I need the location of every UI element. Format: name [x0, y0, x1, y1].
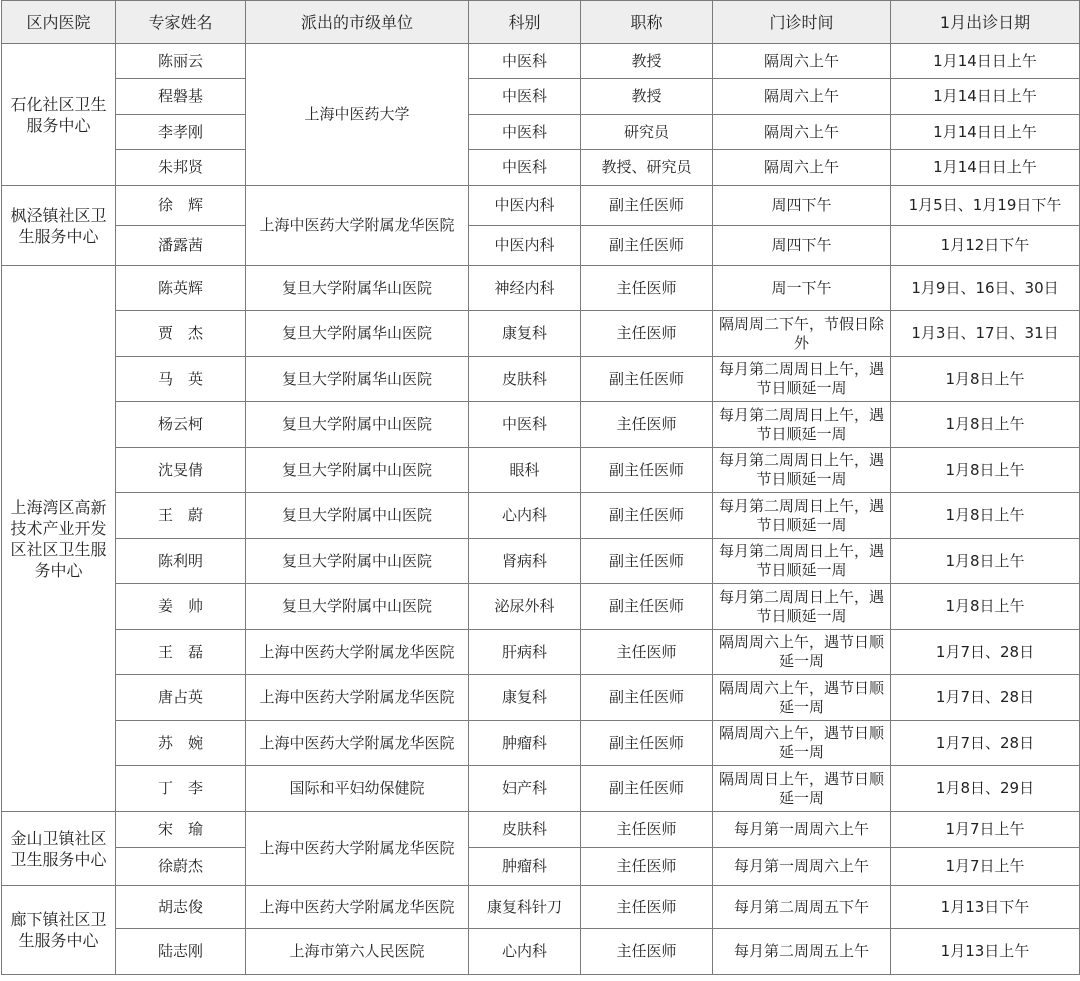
department-cell: 康复科针刀: [469, 886, 581, 929]
title-cell: 副主任医师: [581, 539, 713, 584]
clinic-time-cell: 隔周周六上午，遇节日顺延一周: [713, 675, 891, 721]
table-row: [2, 929, 1080, 975]
january-date-cell: 1月14日日上午: [891, 115, 1080, 150]
dispatch-unit-cell: 复旦大学附属华山医院: [246, 266, 469, 311]
department-cell: 眼科: [469, 448, 581, 493]
title-cell: 副主任医师: [581, 357, 713, 402]
clinic-time-cell: 隔周周六上午，遇节日顺延一周: [713, 630, 891, 675]
expert-name-cell: 胡志俊: [116, 886, 246, 929]
january-date-cell: 1月8日、29日: [891, 766, 1080, 812]
title-cell: 副主任医师: [581, 226, 713, 266]
title-cell: 副主任医师: [581, 448, 713, 493]
expert-name-cell: 陈利明: [116, 539, 246, 584]
header-dispatch-unit: 派出的市级单位: [246, 1, 469, 44]
expert-name-cell: 马 英: [116, 357, 246, 402]
clinic-time-cell: 隔周周日上午，遇节日顺延一周: [713, 766, 891, 812]
department-cell: 皮肤科: [469, 812, 581, 848]
expert-name-cell: 苏 婉: [116, 721, 246, 766]
january-date-cell: 1月14日日上午: [891, 150, 1080, 186]
department-cell: 皮肤科: [469, 357, 581, 402]
title-cell: 主任医师: [581, 630, 713, 675]
dispatch-unit-cell: 上海中医药大学附属龙华医院: [246, 186, 469, 266]
january-date-cell: 1月8日上午: [891, 448, 1080, 493]
dispatch-unit-cell: 上海中医药大学附属龙华医院: [246, 721, 469, 766]
header-hospital: 区内医院: [2, 1, 116, 44]
dispatch-unit-cell: 复旦大学附属中山医院: [246, 402, 469, 448]
table-row: [2, 721, 1080, 766]
january-date-cell: 1月14日日上午: [891, 44, 1080, 79]
table-row: [2, 493, 1080, 539]
clinic-time-cell: 周四下午: [713, 226, 891, 266]
january-date-cell: 1月7日、28日: [891, 630, 1080, 675]
january-date-cell: 1月3日、17日、31日: [891, 311, 1080, 357]
dispatch-unit-cell: 国际和平妇幼保健院: [246, 766, 469, 812]
title-cell: 副主任医师: [581, 675, 713, 721]
table-row: [2, 186, 1080, 226]
title-cell: 主任医师: [581, 266, 713, 311]
department-cell: 神经内科: [469, 266, 581, 311]
table-row: [2, 357, 1080, 402]
title-cell: 主任医师: [581, 311, 713, 357]
expert-name-cell: 王 蔚: [116, 493, 246, 539]
table-row: [2, 539, 1080, 584]
january-date-cell: 1月8日上午: [891, 402, 1080, 448]
department-cell: 心内科: [469, 929, 581, 975]
department-cell: 中医科: [469, 115, 581, 150]
table-row: [2, 115, 1080, 150]
department-cell: 中医内科: [469, 186, 581, 226]
hospital-cell: 石化社区卫生服务中心: [2, 44, 116, 186]
title-cell: 教授: [581, 44, 713, 79]
table-row: [2, 630, 1080, 675]
table-row: [2, 584, 1080, 630]
expert-name-cell: 丁 李: [116, 766, 246, 812]
expert-name-cell: 宋 瑜: [116, 812, 246, 848]
january-date-cell: 1月8日上午: [891, 584, 1080, 630]
clinic-time-cell: 隔周周二下午，节假日除外: [713, 311, 891, 357]
january-date-cell: 1月8日上午: [891, 357, 1080, 402]
header-january-dates: 1月出诊日期: [891, 1, 1080, 44]
dispatch-unit-cell: 复旦大学附属华山医院: [246, 357, 469, 402]
title-cell: 副主任医师: [581, 766, 713, 812]
department-cell: 肾病科: [469, 539, 581, 584]
clinic-time-cell: 隔周周六上午，遇节日顺延一周: [713, 721, 891, 766]
hospital-cell: 廊下镇社区卫生服务中心: [2, 886, 116, 975]
hospital-cell: 枫泾镇社区卫生服务中心: [2, 186, 116, 266]
january-date-cell: 1月8日上午: [891, 539, 1080, 584]
header-row: [2, 1, 1080, 44]
hospital-cell: 上海湾区高新技术产业开发区社区卫生服务中心: [2, 266, 116, 812]
clinic-time-cell: 每月第二周周日上午，遇节日顺延一周: [713, 448, 891, 493]
clinic-time-cell: 每月第二周周五下午: [713, 886, 891, 929]
expert-name-cell: 徐蔚杰: [116, 848, 246, 886]
dispatch-unit-cell: 复旦大学附属中山医院: [246, 448, 469, 493]
table-row: [2, 311, 1080, 357]
header-department: 科别: [469, 1, 581, 44]
expert-name-cell: 贾 杰: [116, 311, 246, 357]
department-cell: 中医科: [469, 402, 581, 448]
expert-name-cell: 杨云柯: [116, 402, 246, 448]
title-cell: 主任医师: [581, 812, 713, 848]
expert-name-cell: 沈旻倩: [116, 448, 246, 493]
expert-name-cell: 姜 帅: [116, 584, 246, 630]
january-date-cell: 1月7日、28日: [891, 721, 1080, 766]
department-cell: 康复科: [469, 675, 581, 721]
title-cell: 副主任医师: [581, 584, 713, 630]
department-cell: 心内科: [469, 493, 581, 539]
table-row: [2, 79, 1080, 115]
january-date-cell: 1月13日下午: [891, 886, 1080, 929]
expert-name-cell: 潘露茜: [116, 226, 246, 266]
table-row: [2, 812, 1080, 848]
department-cell: 康复科: [469, 311, 581, 357]
clinic-time-cell: 周四下午: [713, 186, 891, 226]
header-expert-name: 专家姓名: [116, 1, 246, 44]
table-row: [2, 848, 1080, 886]
clinic-time-cell: 每月第二周周日上午，遇节日顺延一周: [713, 539, 891, 584]
clinic-time-cell: 每月第一周周六上午: [713, 848, 891, 886]
expert-schedule-table: [1, 0, 1080, 975]
expert-name-cell: 李孝刚: [116, 115, 246, 150]
department-cell: 中医内科: [469, 226, 581, 266]
clinic-time-cell: 每月第二周周日上午，遇节日顺延一周: [713, 493, 891, 539]
header-title: 职称: [581, 1, 713, 44]
dispatch-unit-cell: 复旦大学附属中山医院: [246, 493, 469, 539]
dispatch-unit-cell: 上海中医药大学: [246, 44, 469, 186]
clinic-time-cell: 周一下午: [713, 266, 891, 311]
expert-name-cell: 王 磊: [116, 630, 246, 675]
department-cell: 泌尿外科: [469, 584, 581, 630]
expert-name-cell: 唐占英: [116, 675, 246, 721]
clinic-time-cell: 每月第二周周日上午，遇节日顺延一周: [713, 584, 891, 630]
department-cell: 肝病科: [469, 630, 581, 675]
hospital-cell: 金山卫镇社区卫生服务中心: [2, 812, 116, 886]
dispatch-unit-cell: 复旦大学附属华山医院: [246, 311, 469, 357]
dispatch-unit-cell: 复旦大学附属中山医院: [246, 584, 469, 630]
january-date-cell: 1月9日、16日、30日: [891, 266, 1080, 311]
dispatch-unit-cell: 上海中医药大学附属龙华医院: [246, 630, 469, 675]
clinic-time-cell: 隔周六上午: [713, 115, 891, 150]
january-date-cell: 1月8日上午: [891, 493, 1080, 539]
title-cell: 主任医师: [581, 929, 713, 975]
title-cell: 副主任医师: [581, 493, 713, 539]
dispatch-unit-cell: 复旦大学附属中山医院: [246, 539, 469, 584]
january-date-cell: 1月7日、28日: [891, 675, 1080, 721]
department-cell: 中医科: [469, 44, 581, 79]
clinic-time-cell: 每月第二周周日上午，遇节日顺延一周: [713, 357, 891, 402]
january-date-cell: 1月12日下午: [891, 226, 1080, 266]
clinic-time-cell: 每月第一周周六上午: [713, 812, 891, 848]
title-cell: 副主任医师: [581, 721, 713, 766]
clinic-time-cell: 每月第二周周日上午，遇节日顺延一周: [713, 402, 891, 448]
expert-name-cell: 陈英辉: [116, 266, 246, 311]
clinic-time-cell: 隔周六上午: [713, 150, 891, 186]
table-row: [2, 266, 1080, 311]
expert-name-cell: 朱邦贤: [116, 150, 246, 186]
table-row: [2, 226, 1080, 266]
table-row: [2, 675, 1080, 721]
table-row: [2, 44, 1080, 79]
department-cell: 中医科: [469, 150, 581, 186]
title-cell: 教授: [581, 79, 713, 115]
expert-name-cell: 程磐基: [116, 79, 246, 115]
january-date-cell: 1月7日上午: [891, 812, 1080, 848]
table-row: [2, 150, 1080, 186]
expert-name-cell: 陆志刚: [116, 929, 246, 975]
title-cell: 研究员: [581, 115, 713, 150]
department-cell: 中医科: [469, 79, 581, 115]
expert-name-cell: 陈丽云: [116, 44, 246, 79]
title-cell: 教授、研究员: [581, 150, 713, 186]
dispatch-unit-cell: 上海中医药大学附属龙华医院: [246, 886, 469, 929]
title-cell: 主任医师: [581, 848, 713, 886]
department-cell: 妇产科: [469, 766, 581, 812]
department-cell: 肿瘤科: [469, 721, 581, 766]
table-row: [2, 766, 1080, 812]
title-cell: 主任医师: [581, 402, 713, 448]
clinic-time-cell: 隔周六上午: [713, 44, 891, 79]
january-date-cell: 1月7日上午: [891, 848, 1080, 886]
table-row: [2, 402, 1080, 448]
dispatch-unit-cell: 上海中医药大学附属龙华医院: [246, 675, 469, 721]
january-date-cell: 1月13日上午: [891, 929, 1080, 975]
clinic-time-cell: 每月第二周周五上午: [713, 929, 891, 975]
january-date-cell: 1月5日、1月19日下午: [891, 186, 1080, 226]
dispatch-unit-cell: 上海中医药大学附属龙华医院: [246, 812, 469, 886]
table-row: [2, 886, 1080, 929]
expert-name-cell: 徐 辉: [116, 186, 246, 226]
january-date-cell: 1月14日日上午: [891, 79, 1080, 115]
title-cell: 副主任医师: [581, 186, 713, 226]
dispatch-unit-cell: 上海市第六人民医院: [246, 929, 469, 975]
table-row: [2, 448, 1080, 493]
clinic-time-cell: 隔周六上午: [713, 79, 891, 115]
header-clinic-time: 门诊时间: [713, 1, 891, 44]
title-cell: 主任医师: [581, 886, 713, 929]
department-cell: 肿瘤科: [469, 848, 581, 886]
table-body: [2, 44, 1080, 975]
